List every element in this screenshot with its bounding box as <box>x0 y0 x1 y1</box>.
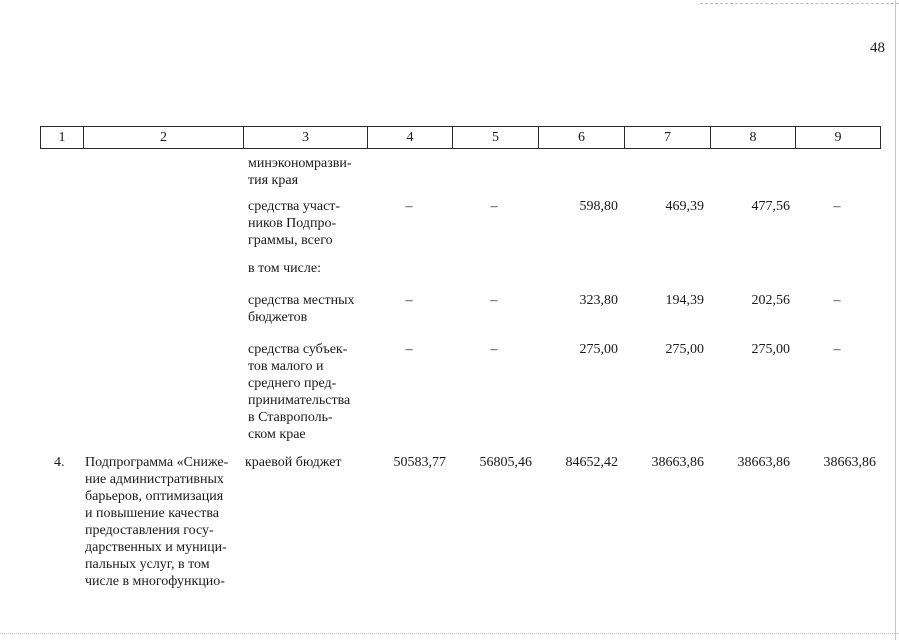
row-1-col9: – <box>833 199 841 214</box>
scan-artifact-top <box>700 3 899 4</box>
row-4-col5: – <box>490 342 498 357</box>
row-0-col3-line-2: тия края <box>248 173 299 188</box>
header-cell-1: 1 <box>41 127 84 148</box>
row-5-col1: 4. <box>54 455 65 470</box>
row-3-col6: 323,80 <box>579 293 618 308</box>
row-4-col3-line-6: ском крае <box>248 427 306 442</box>
row-5-col2 <box>85 454 239 590</box>
row-5-col3-line-1: краевой бюджет <box>245 455 342 470</box>
row-1-col6: 598,80 <box>579 199 618 214</box>
row-1-col8: 477,56 <box>751 199 790 214</box>
row-5-col4: 50583,77 <box>393 455 446 470</box>
row-4-col3-line-1: средства субъек- <box>248 342 348 357</box>
row-5-col2-line-8: числе в многофункцио- <box>85 574 225 589</box>
row-4-col3-line-3: среднего пред- <box>248 376 337 391</box>
row-2-col3-line-1: в том числе: <box>248 261 321 276</box>
row-1-col4: – <box>405 199 413 214</box>
row-1-col7: 469,39 <box>665 199 704 214</box>
row-5-col2-line-5: предоставления госу- <box>85 523 214 538</box>
row-5-col2-line-4: и повышение качества <box>85 506 220 521</box>
row-4-col3-line-2: тов малого и <box>248 359 324 374</box>
row-5-col3 <box>245 454 365 471</box>
row-0-col3-line-1: минэкономразви- <box>248 156 352 171</box>
scan-artifact-right <box>895 0 896 640</box>
row-1-col5: – <box>490 199 498 214</box>
row-4-col3-line-4: принимательства <box>248 393 351 408</box>
row-5-col7: 38663,86 <box>651 455 704 470</box>
row-0-col3 <box>248 155 361 189</box>
row-3-col3-line-1: средства местных <box>248 293 355 308</box>
row-3-col8: 202,56 <box>751 293 790 308</box>
row-5-col2-line-2: ние административных <box>85 472 224 487</box>
page-number: 48 <box>870 40 885 56</box>
row-1-col3 <box>248 198 361 249</box>
row-4-col7: 275,00 <box>665 342 704 357</box>
row-4-col3 <box>248 341 361 443</box>
row-4-col6: 275,00 <box>579 342 618 357</box>
row-5-col9: 38663,86 <box>823 455 876 470</box>
header-cell-9: 9 <box>834 130 842 145</box>
header-cell-4: 4 <box>368 127 453 148</box>
row-5-col2-line-7: пальных услуг, в том <box>85 557 210 572</box>
row-1-col3-line-1: средства участ- <box>248 199 341 214</box>
row-5-col8: 38663,86 <box>737 455 790 470</box>
row-3-col9: – <box>833 293 841 308</box>
row-1-col3-line-3: граммы, всего <box>248 233 333 248</box>
header-cell-2: 2 <box>84 127 244 148</box>
row-1-col3-line-2: ников Подпро- <box>248 216 337 231</box>
row-5-col5: 56805,46 <box>479 455 532 470</box>
table-header-row <box>40 126 881 149</box>
header-cell-3: 3 <box>244 127 368 148</box>
header-cell-5: 5 <box>453 127 539 148</box>
row-3-col3 <box>248 292 361 326</box>
scan-artifact-bottom <box>0 633 899 634</box>
row-2-col3 <box>248 260 361 277</box>
row-3-col3-line-2: бюджетов <box>248 310 308 325</box>
row-3-col4: – <box>405 293 413 308</box>
row-3-col7: 194,39 <box>665 293 704 308</box>
row-4-col4: – <box>405 342 413 357</box>
header-cell-6: 6 <box>539 127 625 148</box>
header-cell-7: 7 <box>625 127 711 148</box>
row-3-col5: – <box>490 293 498 308</box>
row-4-col3-line-5: в Ставрополь- <box>248 410 333 425</box>
row-4-col9: – <box>833 342 841 357</box>
row-5-col2-line-3: барьеров, оптимизация <box>85 489 224 504</box>
row-5-col6: 84652,42 <box>565 455 618 470</box>
header-cell-8: 8 <box>711 127 796 148</box>
row-5-col2-line-1: Подпрограмма «Сниже- <box>85 455 229 470</box>
row-4-col8: 275,00 <box>751 342 790 357</box>
row-5-col2-line-6: дарственных и муници- <box>85 540 227 555</box>
